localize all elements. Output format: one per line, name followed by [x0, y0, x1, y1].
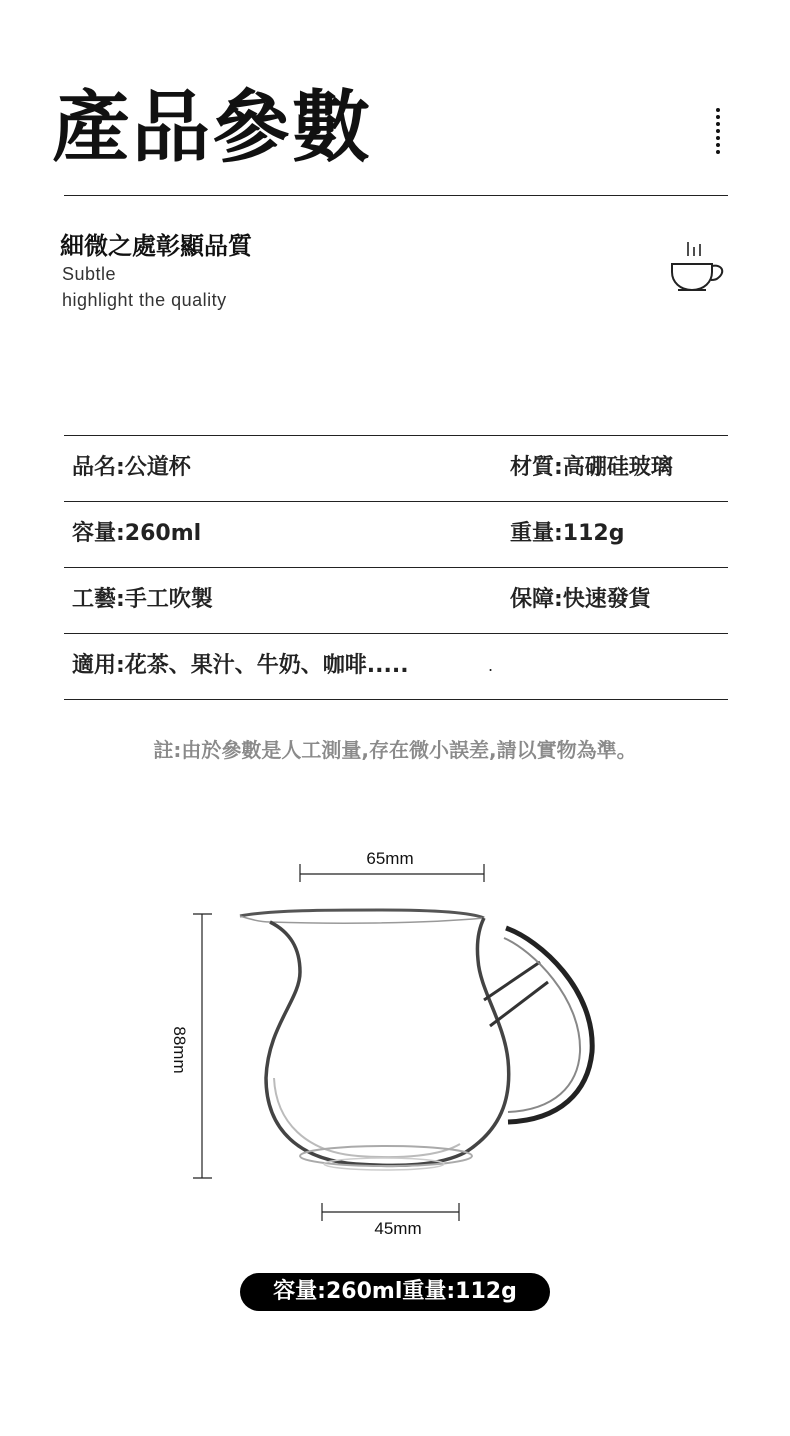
- spec-guarantee: 保障:快速發貨: [510, 587, 651, 612]
- top-width-dimension: [300, 849, 484, 882]
- pitcher-dimension-diagram: [0, 830, 790, 1250]
- measurement-note: 註:由於參數是人工測量,存在微小誤差,請以實物為準。: [153, 738, 637, 762]
- height-label: 88mm: [170, 1026, 189, 1074]
- spec-material: 材質:高硼硅玻璃: [510, 455, 673, 480]
- section-subtitle-line1: Subtle: [62, 264, 117, 284]
- section-heading: 細微之處彰顯品質: [60, 232, 252, 260]
- bottom-width-dimension: [322, 1203, 459, 1238]
- top-width-label: 65mm: [366, 849, 414, 868]
- spec-name: 品名:公道杯: [72, 455, 191, 480]
- spec-row: [64, 633, 728, 700]
- spec-usage-trailing-dot: .: [488, 656, 494, 675]
- spec-capacity: 容量:260ml: [72, 521, 202, 546]
- glass-pitcher-illustration: [240, 910, 592, 1170]
- capacity-weight-badge: 容量:260ml重量:112g: [240, 1273, 550, 1311]
- spec-craft: 工藝:手工吹製: [72, 587, 213, 612]
- spec-usage: 適用:花茶、果汁、牛奶、咖啡.....: [72, 653, 409, 678]
- section-subtitle-line2: highlight the quality: [62, 290, 227, 310]
- spec-row: [64, 567, 728, 633]
- page-title: 產品參數: [52, 83, 373, 173]
- bottom-width-label: 45mm: [374, 1219, 422, 1238]
- spec-row: [64, 435, 728, 501]
- spec-weight: 重量:112g: [510, 521, 625, 546]
- spec-row: [64, 501, 728, 567]
- more-dots-icon: [716, 108, 722, 157]
- spec-table: [64, 435, 728, 700]
- title-divider: [64, 195, 728, 196]
- height-dimension: [170, 914, 212, 1178]
- coffee-cup-icon: [668, 238, 728, 294]
